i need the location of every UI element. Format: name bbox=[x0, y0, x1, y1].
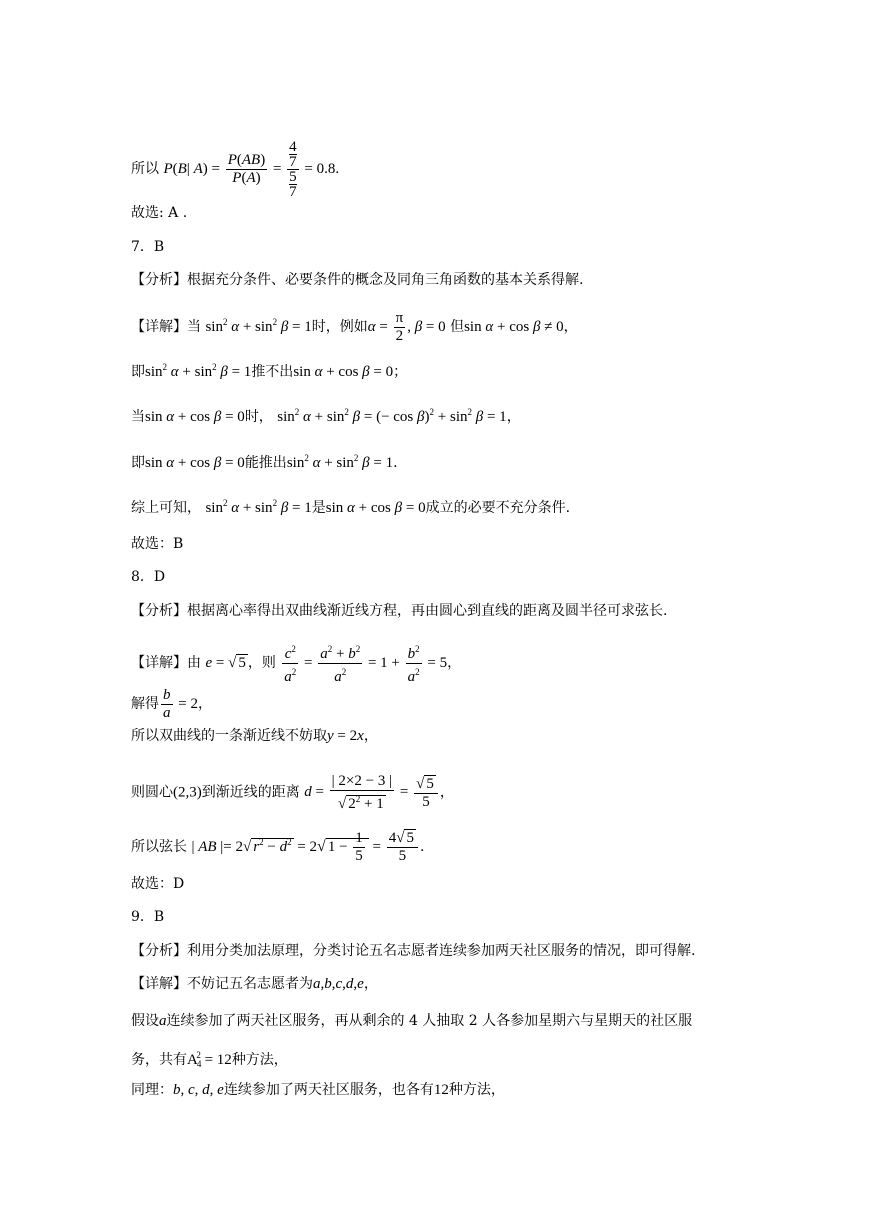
formula: P(B| A) = $\frac{P(AB)}{P(A)}$ = 4 7 5 7 bbox=[163, 139, 297, 200]
q9-detail-4: 同理：b, c, d, e连续参加了两天社区服务，也各有12种方法， bbox=[131, 1082, 505, 1098]
q9-detail-3: 务，共有$A_4^2 = 12$种方法， bbox=[131, 1050, 288, 1069]
q8-detail-5: 所以弦长 | AB |= 2√ $r^2 - d^2 = 2√$ 1 − $\frac{1}{5}$ = $\frac{4√ 5}{5}$ . bbox=[131, 830, 425, 864]
q7-detail-2: 即$\sin^2 \alpha + \sin^2 \beta = 1$推不出sin α + cos β = 0； bbox=[131, 362, 408, 380]
q7-detail-3: 当sin α + cos β = 0时， $\sin^2 \alpha + \sin^2 \beta$ = (− $\cos \beta)^2 + \sin^2 \beta = 1$， bbox=[131, 407, 521, 425]
q9-detail-1: 【详解】不妨记五名志愿者为a,b,c,d,e， bbox=[131, 976, 378, 992]
q7-answer: 故选：B bbox=[131, 536, 184, 552]
answer-line: 故选: A . bbox=[131, 205, 188, 221]
conditional-probability-line: 所以 P(B| A) = $\frac{P(AB)}{P(A)}$ = 4 7 5 7 = 0.8. bbox=[131, 139, 340, 200]
q8-analysis: 【分析】根据离心率得出双曲线渐近线方程，再由圆心到直线的距离及圆半径可求弦长. bbox=[131, 603, 668, 619]
q7-analysis: 【分析】根据充分条件、必要条件的概念及同角三角函数的基本关系得解. bbox=[131, 272, 584, 288]
q7-detail-5: 综上可知， $\sin^2 \alpha + \sin^2 \beta = 1$是sin α + cos β = 0成立的必要不充分条件. bbox=[131, 498, 571, 516]
q9-detail-2: 假设a连续参加了两天社区服务，再从剩余的 4 人抽取 2 人各参加星期六与星期天的社区服 bbox=[131, 1013, 693, 1029]
q8-detail-4: 则圆心(2,3)到渐近线的距离 d = $\frac{| 2\times 2 - 3 |}{√ 2^2 + 1}$ = $\frac{√ 5}{5}$ ， bbox=[131, 773, 454, 812]
q7-detail-1: 【详解】当 $\sin^2 \alpha + \sin^2 \beta = 1$时，例如α = $\frac{\pi}{2}$ , β = 0 但sin α + cos β ≠ 0， bbox=[131, 310, 578, 344]
q8-detail-1: 【详解】由 e = √ 5 ，则 $\frac{c^2}{a^2}$ = $\frac{a^2 + b^2}{a^2}$ = 1 + $\frac{b^2}{a^2}$ = 5， bbox=[131, 641, 461, 686]
q7-detail-4: 即sin α + cos β = 0能推出$\sin^2 \alpha + \sin^2 \beta = 1$. bbox=[131, 453, 398, 471]
q8-answer: 故选：D bbox=[131, 876, 185, 892]
question-9-header: 9．B bbox=[131, 909, 165, 925]
question-7-header: 7．B bbox=[131, 239, 165, 255]
question-8-header: 8．D bbox=[131, 569, 166, 585]
q8-detail-3: 所以双曲线的一条渐近线不妨取y = 2x， bbox=[131, 728, 378, 744]
q8-detail-2: 解得 $\frac{b}{a}$ = 2， bbox=[131, 687, 212, 721]
q9-analysis: 【分析】利用分类加法原理，分类讨论五名志愿者连续参加两天社区服务的情况，即可得解. bbox=[131, 943, 696, 959]
